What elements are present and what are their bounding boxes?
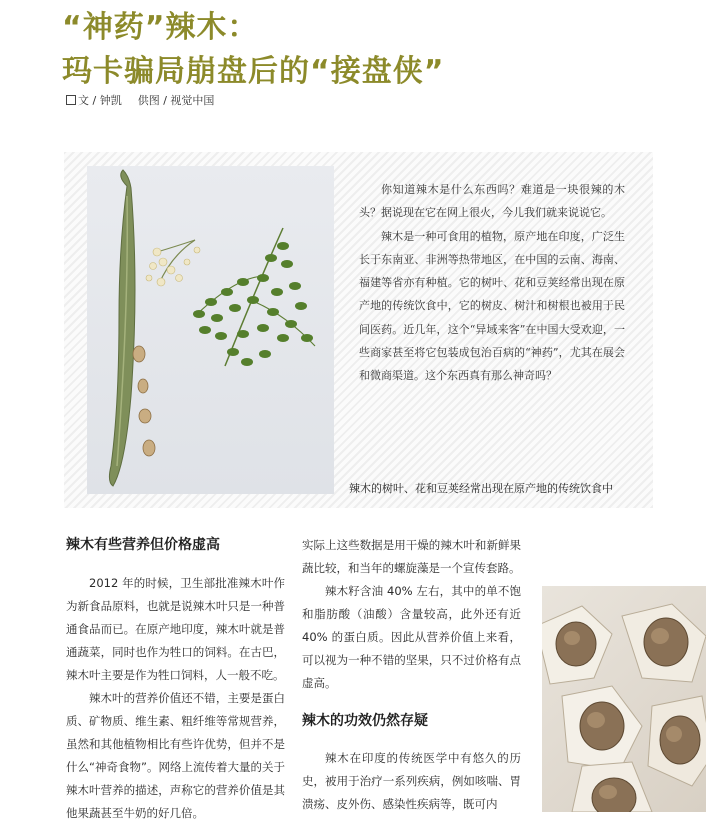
title-line-2: 玛卡骗局崩盘后的“接盘侠” (62, 54, 445, 89)
body-paragraph: 2012 年的时候，卫生部批准辣木叶作为新食品原料，也就是说辣木叶只是一种普通食品而已。在原产地印度，辣木叶就是普通蔬菜，同时也作为牲口的饲料。在古巴，辣木叶主要是作为牲口饲料，人一般不吃。 (66, 576, 285, 682)
body-paragraph: 辣木在印度的传统医学中有悠久的历史，被用于治疗一系列疾病，例如咳喘、胃溃疡、皮外伤、感染性疾病等，既可内 (302, 751, 521, 811)
body-paragraph: 实际上这些数据是用干燥的辣木叶和新鲜果蔬比较，和当年的螺旋藻是一个宣传套路。 (302, 538, 521, 575)
square-bullet-icon (66, 95, 76, 105)
photo-caption: 辣木的树叶、花和豆荚经常出现在原产地的传统饮食中 (349, 482, 613, 495)
seeds-illustration (542, 586, 706, 812)
photo-credit: 供图 / 视觉中国 (137, 94, 215, 107)
author-credit: 文 / 钟凯 (78, 94, 122, 107)
title-line-1: “神药”辣木： (62, 10, 259, 45)
intro-paragraph-2: 辣木是一种可食用的植物，原产地在印度，广泛生长于东南亚、非洲等热带地区，在中国的云南、海南、福建等省亦有种植。它的树叶、花和豆荚经常出现在原产地的传统饮食中，它的树皮、树汁和树根也被用于民间医药。近几年，这个“异域来客”在中国大受欢迎，一些商家甚至将它包装成包治百病的“神药”，尤其在展会和微商渠道。这个东西真有那么神奇吗？ (359, 229, 625, 383)
body-paragraph: 辣木籽含油 40% 左右，其中的单不饱和脂肪酸（油酸）含量较高，此外还有近 40% 的蛋白质。因此从营养价值上来看，可以视为一种不错的坚果，只不过价格有点虚高。 (302, 584, 521, 690)
section-heading-nutrition: 辣木有些营养但价格虚高 (66, 537, 220, 553)
section-heading-efficacy: 辣木的功效仍然存疑 (302, 713, 428, 729)
body-paragraph: 辣木叶的营养价值还不错，主要是蛋白质、矿物质、维生素、粗纤维等常规营养，虽然和其他植物相比有些许优势，但并不是什么“神奇食物”。网络上流传着大量的关于辣木叶营养的描述，声称它的营养价值是其他果蔬甚至牛奶的好几倍。 (66, 691, 285, 820)
byline (66, 92, 214, 108)
intro-paragraph-1: 你知道辣木是什么东西吗？难道是一块很辣的木头？据说现在它在网上很火，今儿我们就来说说它。 (359, 183, 625, 220)
moringa-plant-photo (87, 166, 334, 494)
column-2 (302, 534, 521, 816)
column-1 (66, 530, 285, 825)
intro-text (359, 178, 625, 388)
moringa-seeds-photo (542, 586, 706, 812)
moringa-illustration (87, 166, 334, 494)
article-title (62, 6, 444, 94)
